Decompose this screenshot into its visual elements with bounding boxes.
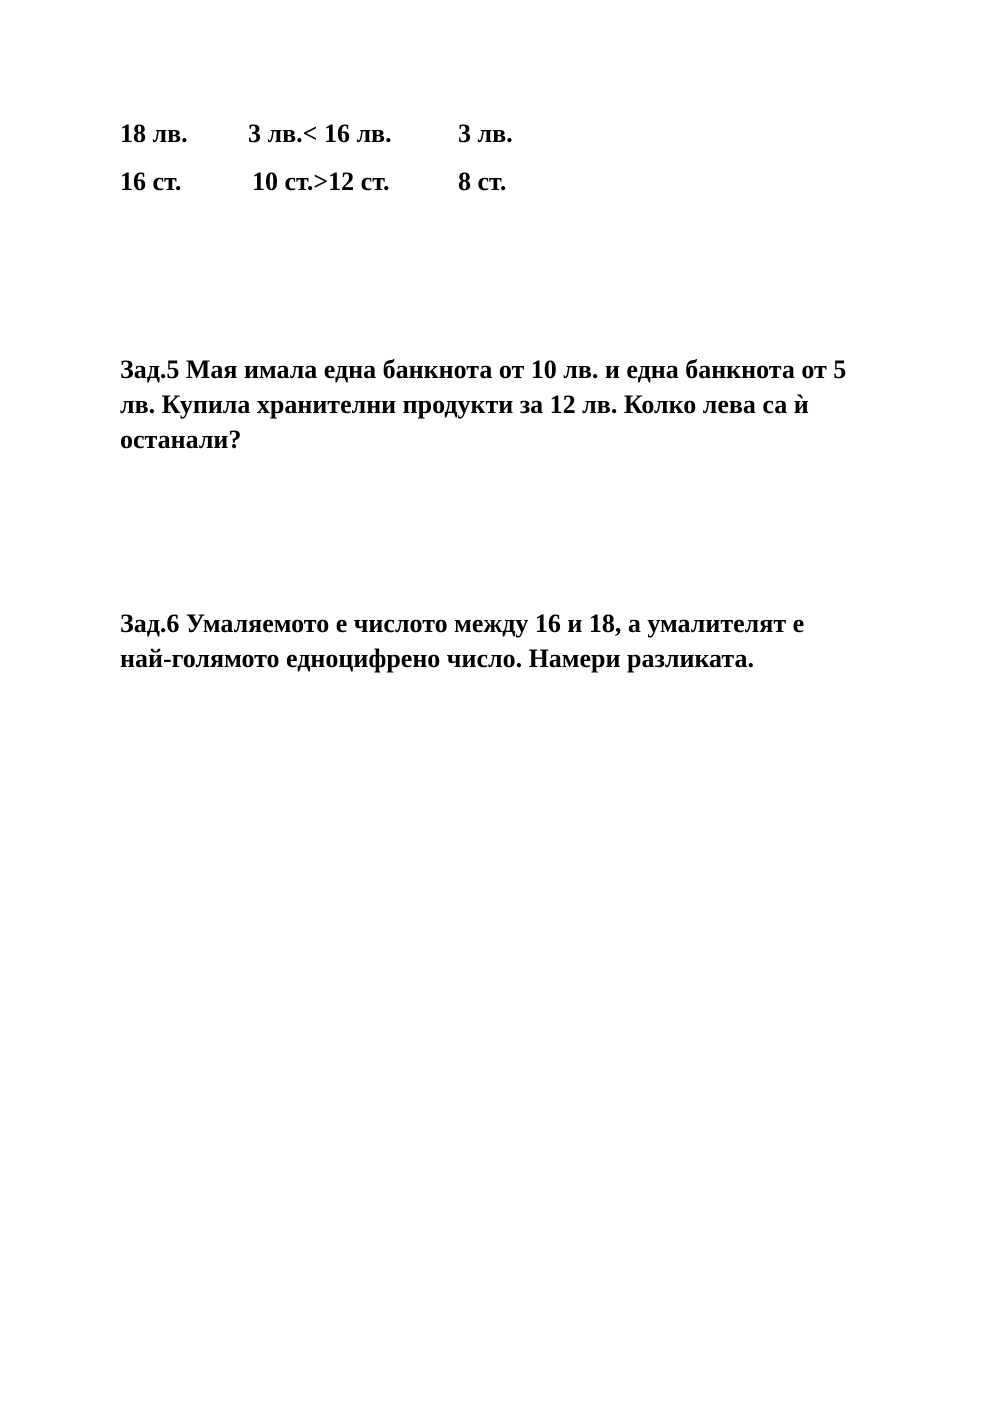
comparison-expression: 3 лв.< 16 лв. [248,119,392,148]
comparison-left-value: 18 лв. [120,119,188,148]
comparison-left-value: 16 ст. [120,167,182,196]
task-5-line: лв. Купила хранителни продукти за 12 лв. Колко лева са ѝ [120,390,809,419]
task-6 [120,606,900,676]
task-5-line: останали? [120,425,242,454]
comparison-row-1 [0,116,1000,152]
task-6-line: най-голямото едноцифрено число. Намери разликата. [120,644,754,673]
comparison-expression: 10 ст.>12 ст. [252,167,390,196]
task-6-line: Зад.6 Умаляемото е числото между 16 и 18, а умалителят е [120,609,805,638]
comparison-right-value: 8 ст. [458,167,507,196]
comparison-row-2 [0,164,1000,200]
task-5-line: Зад.5 Мая имала една банкнота от 10 лв. и една банкнота от 5 [120,355,847,384]
comparison-right-value: 3 лв. [458,119,513,148]
task-5 [120,352,900,457]
